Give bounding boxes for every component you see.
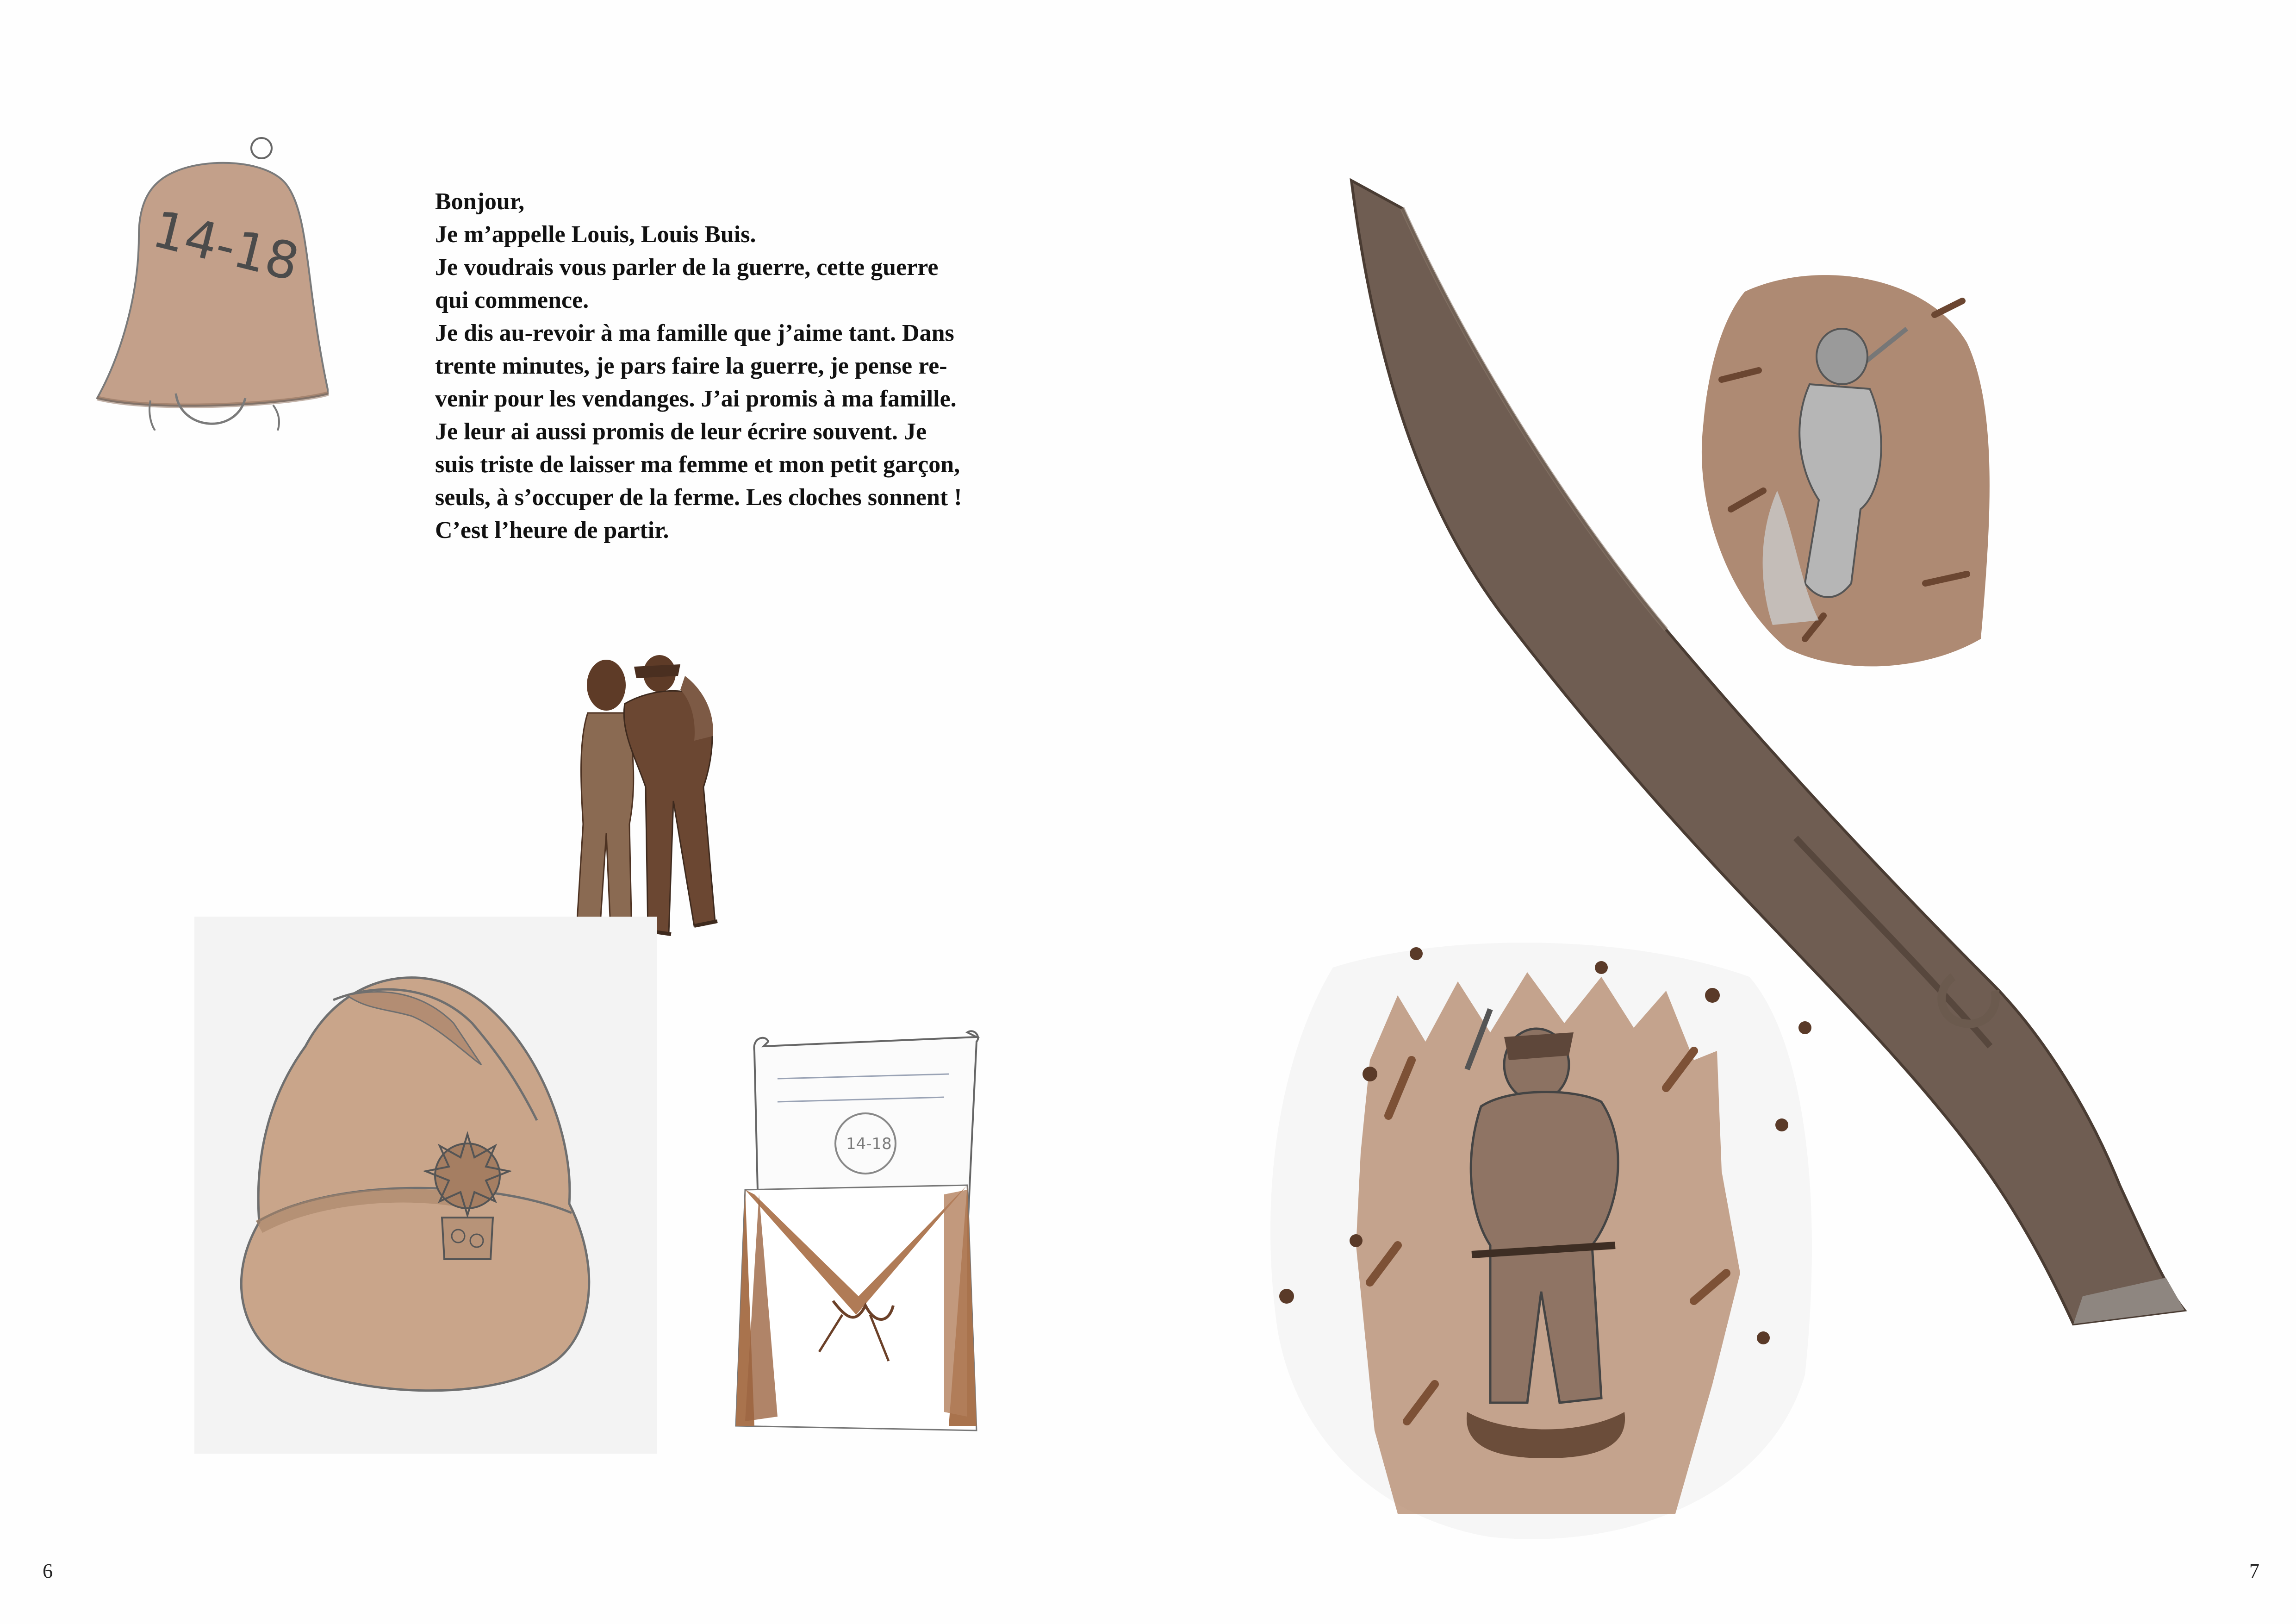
bell-inscription: 14-18	[147, 199, 305, 293]
page-number-left: 6	[43, 1560, 53, 1582]
page-number-right: 7	[2249, 1560, 2259, 1582]
soldier-lower-drawing	[1250, 921, 1833, 1560]
text-line: trente minutes, je pars faire la guerre, je pense re-	[435, 353, 947, 379]
text-line: Je voudrais vous parler de la guerre, cette guerre	[435, 254, 939, 281]
text-line: Je dis au-revoir à ma famille que j’aime tant. Dans	[435, 320, 954, 346]
bell-illustration	[69, 134, 329, 431]
text-line: C’est l’heure de partir.	[435, 517, 669, 543]
couple-drawing	[555, 648, 740, 954]
couple-illustration	[555, 648, 740, 954]
text-line: venir pour les vendanges. J’ai promis à ma famille.	[435, 386, 957, 412]
helmet-drawing	[194, 917, 657, 1454]
letter-drawing	[727, 1018, 995, 1435]
story-text	[435, 185, 1061, 547]
text-line: qui commence.	[435, 287, 589, 313]
bell-drawing	[69, 134, 329, 431]
text-line: suis triste de laisser ma femme et mon petit garçon,	[435, 451, 960, 478]
letter-illustration	[727, 1018, 995, 1435]
soldier-vignette-upper	[1666, 231, 2009, 681]
right-page	[1148, 0, 2296, 1624]
soldier-vignette-lower	[1250, 921, 1833, 1560]
text-line: Je m’appelle Louis, Louis Buis.	[435, 221, 756, 248]
soldier-upper-drawing	[1666, 231, 2009, 681]
letter-stamp: 14-18	[846, 1135, 892, 1153]
helmet-illustration	[194, 917, 657, 1454]
text-line: Bonjour,	[435, 188, 525, 215]
text-line: Je leur ai aussi promis de leur écrire souvent. Je	[435, 418, 927, 445]
text-line: seuls, à s’occuper de la ferme. Les cloches sonnent !	[435, 484, 962, 511]
